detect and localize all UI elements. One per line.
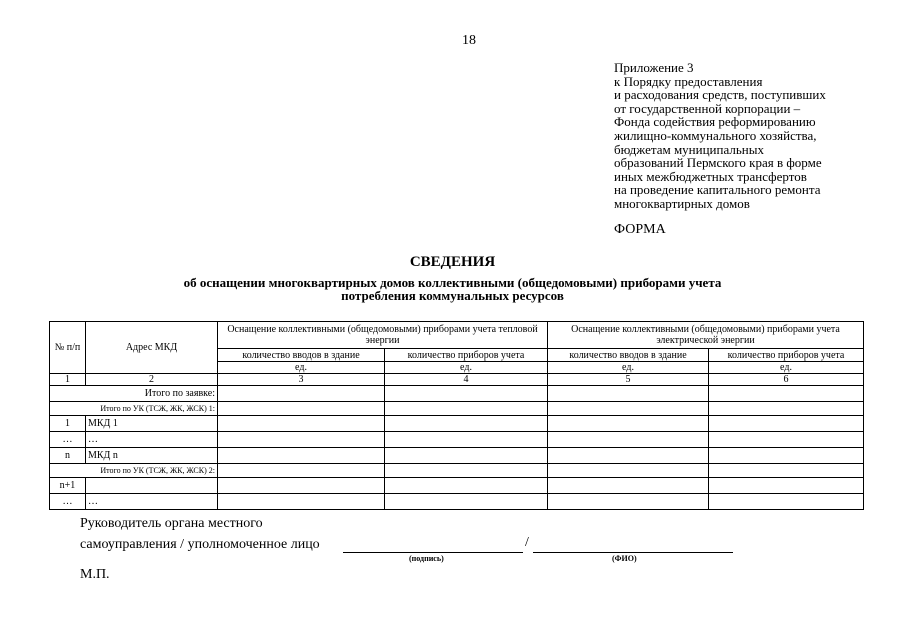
table-cell xyxy=(709,402,864,416)
unit-cell: ед. xyxy=(709,362,864,374)
appendix-line: Фонда содействия реформированию xyxy=(614,114,816,130)
row-num: 1 xyxy=(50,416,86,432)
unit-cell: ед. xyxy=(385,362,548,374)
table-cell xyxy=(548,494,709,510)
table-cell xyxy=(385,494,548,510)
document-title: СВЕДЕНИЯ xyxy=(409,254,496,270)
table-cell xyxy=(709,386,864,402)
table-cell xyxy=(709,478,864,494)
table-cell xyxy=(548,416,709,432)
table-cell xyxy=(548,432,709,448)
header-heat-group: Оснащение коллективными (общедомовыми) приборами учета тепловой энергии xyxy=(218,322,548,349)
row-address: … xyxy=(86,494,218,510)
row-address: … xyxy=(86,432,218,448)
index-cell: 4 xyxy=(385,374,548,386)
table-cell xyxy=(548,448,709,464)
appendix-line: на проведение капитального ремонта xyxy=(614,182,821,198)
index-cell: 2 xyxy=(86,374,218,386)
appendix-line: и расходования средств, поступивших xyxy=(614,87,826,103)
appendix-line: Приложение 3 xyxy=(614,60,694,75)
table-cell xyxy=(218,478,385,494)
row-address xyxy=(86,478,218,494)
table-cell xyxy=(385,464,548,478)
unit-cell: ед. xyxy=(548,362,709,374)
header-elec-group: Оснащение коллективными (общедомовыми) приборами учета электрической энергии xyxy=(548,322,864,349)
index-cell: 3 xyxy=(218,374,385,386)
row-address: МКД 1 xyxy=(86,416,218,432)
table-cell xyxy=(218,386,385,402)
signer-title-line2: самоуправления / уполномоченное лицо xyxy=(80,537,320,552)
table-cell xyxy=(709,464,864,478)
table-cell xyxy=(218,432,385,448)
table-cell xyxy=(548,464,709,478)
signature-separator: / xyxy=(525,535,529,550)
header-elec-devices: количество приборов учета xyxy=(709,349,864,362)
header-heat-inputs: количество вводов в здание xyxy=(218,349,385,362)
header-elec-inputs: количество вводов в здание xyxy=(548,349,709,362)
appendix-line: многоквартирных домов xyxy=(614,195,750,211)
row-num: n+1 xyxy=(50,478,86,494)
row-num: n xyxy=(50,448,86,464)
table-cell xyxy=(385,478,548,494)
row-num: … xyxy=(50,494,86,510)
header-heat-devices: количество приборов учета xyxy=(385,349,548,362)
total-application-label: Итого по заявке: xyxy=(50,386,218,402)
table-cell xyxy=(709,448,864,464)
table-cell xyxy=(385,432,548,448)
signature-field[interactable] xyxy=(343,552,523,553)
index-cell: 5 xyxy=(548,374,709,386)
table-cell xyxy=(218,402,385,416)
table-cell xyxy=(548,478,709,494)
subtitle-line: об оснащении многоквартирных домов коллективными (общедомовыми) приборами учета xyxy=(183,275,722,290)
table-cell xyxy=(385,386,548,402)
header-address: Адрес МКД xyxy=(86,322,218,374)
table-cell xyxy=(385,416,548,432)
table-cell xyxy=(218,494,385,510)
table-cell xyxy=(218,416,385,432)
appendix-block xyxy=(614,61,826,211)
row-num: … xyxy=(50,432,86,448)
stamp-place: М.П. xyxy=(80,567,110,582)
header-num: № п/п xyxy=(50,322,86,374)
unit-cell: ед. xyxy=(218,362,385,374)
fio-field[interactable] xyxy=(533,552,733,553)
appendix-line: иных межбюджетных трансфертов xyxy=(614,168,807,184)
table-cell xyxy=(709,416,864,432)
table-cell xyxy=(548,402,709,416)
appendix-line: от государственной корпорации – xyxy=(614,100,801,116)
signer-title-line1: Руководитель органа местного xyxy=(80,516,263,531)
total-uk1-label: Итого по УК (ТСЖ, ЖК, ЖСК) 1: xyxy=(50,402,218,416)
signature-caption: (подпись) xyxy=(409,554,444,563)
total-uk2-label: Итого по УК (ТСЖ, ЖК, ЖСК) 2: xyxy=(50,464,218,478)
row-address: МКД n xyxy=(86,448,218,464)
fio-caption: (ФИО) xyxy=(612,554,637,563)
table-cell xyxy=(709,432,864,448)
table-cell xyxy=(218,464,385,478)
table-cell xyxy=(218,448,385,464)
appendix-line: образований Пермского края в форме xyxy=(614,155,822,171)
table-cell xyxy=(548,386,709,402)
appendix-line: жилищно-коммунального хозяйства, xyxy=(614,127,817,143)
table-cell xyxy=(385,402,548,416)
table-cell xyxy=(709,494,864,510)
subtitle-line: потребления коммунальных ресурсов xyxy=(341,288,564,303)
index-cell: 1 xyxy=(50,374,86,386)
page-number: 18 xyxy=(462,33,476,48)
appendix-line: к Порядку предоставления xyxy=(614,73,763,89)
document-subtitle xyxy=(0,276,905,302)
table-cell xyxy=(385,448,548,464)
form-label: ФОРМА xyxy=(614,222,666,237)
index-cell: 6 xyxy=(709,374,864,386)
appendix-line: бюджетам муниципальных xyxy=(614,141,764,157)
equipment-table xyxy=(49,321,864,510)
